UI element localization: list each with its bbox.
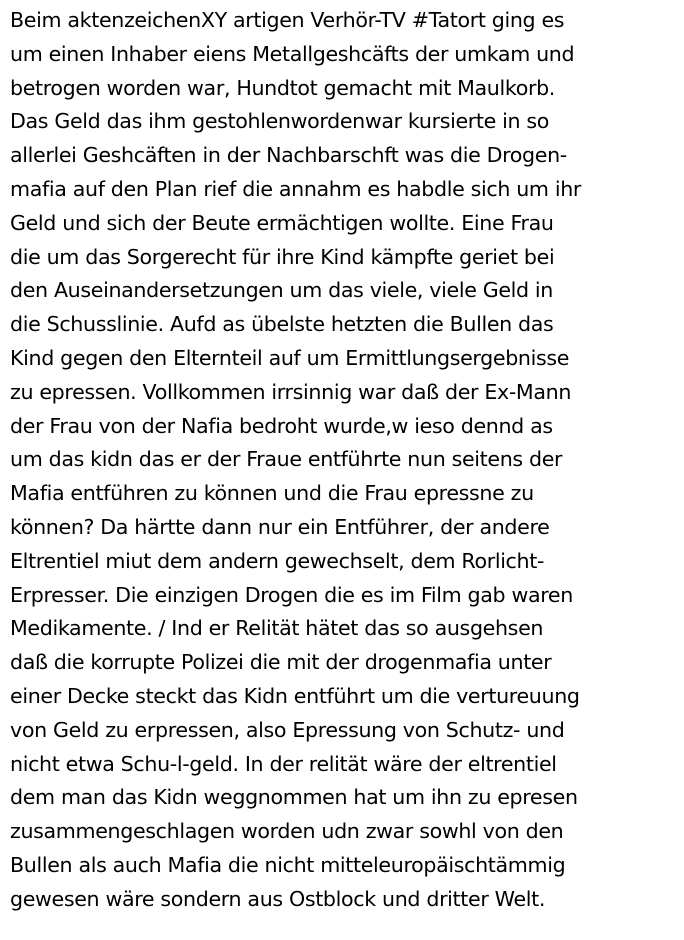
text-line: Das Geld das ihm gestohlenwordenwar kursierte in so	[10, 109, 550, 134]
text-line: Geld und sich der Beute ermächtigen wollte. Eine Frau	[10, 210, 554, 235]
text-line: Kind gegen den Elternteil auf um Ermittlungsergebnisse	[10, 345, 570, 370]
text-line: betrogen worden war, Hundtot gemacht mit Maulkorb.	[10, 75, 555, 100]
text-line: die Schusslinie. Aufd as übelste hetzten die Bullen das	[10, 312, 554, 337]
text-line: nicht etwa Schu-l-geld. In der relität wäre der eltrentiel	[10, 751, 557, 776]
text-line: um einen Inhaber eiens Metallgeshcäfts der umkam und	[10, 41, 575, 66]
text-line: allerlei Geshcäften in der Nachbarschft was die Drogen-	[10, 143, 567, 168]
text-line: Beim aktenzeichenXY artigen Verhör-TV #Tatort ging es	[10, 8, 565, 32]
text-line: um das kidn das er der Fraue entführte nun seitens der	[10, 447, 563, 472]
text-line: Bullen als auch Mafia die nicht mitteleuropäischtämmig	[10, 852, 566, 877]
text-line: gewesen wäre sondern aus Ostblock und dritter Welt.	[10, 886, 546, 911]
text-line: können? Da härtte dann nur ein Entführer, der andere	[10, 514, 550, 539]
text-line: zu epressen. Vollkommen irrsinnig war daß der Ex-Mann	[10, 379, 572, 404]
text-line: der Frau von der Nafia bedroht wurde,w ieso dennd as	[10, 413, 553, 438]
text-line: mafia auf den Plan rief die annahm es habdle sich um ihr	[10, 176, 582, 201]
text-line: zusammengeschlagen worden udn zwar sowhl von den	[10, 819, 564, 844]
text-line: daß die korrupte Polizei die mit der drogenmafia unter	[10, 650, 552, 675]
text-line: einer Decke steckt das Kidn entführt um die vertureuung	[10, 683, 580, 708]
text-line: von Geld zu erpressen, also Epressung von Schutz- und	[10, 717, 565, 742]
text-line: die um das Sorgerecht für ihre Kind kämpfte geriet bei	[10, 244, 555, 269]
text-line: Mafia entführen zu können und die Frau epressne zu	[10, 481, 534, 506]
text-line: Medikamente. / Ind er Relität hätet das so ausgehsen	[10, 616, 544, 641]
text-line: den Auseinandersetzungen um das viele, viele Geld in	[10, 278, 554, 303]
text-line: dem man das Kidn weggnommen hat um ihn zu epresen	[10, 785, 578, 810]
text-line: Eltrentiel miut dem andern gewechselt, dem Rorlicht-	[10, 548, 545, 573]
text-line: Erpresser. Die einzigen Drogen die es im Film gab waren	[10, 582, 573, 607]
body-text	[10, 4, 678, 917]
